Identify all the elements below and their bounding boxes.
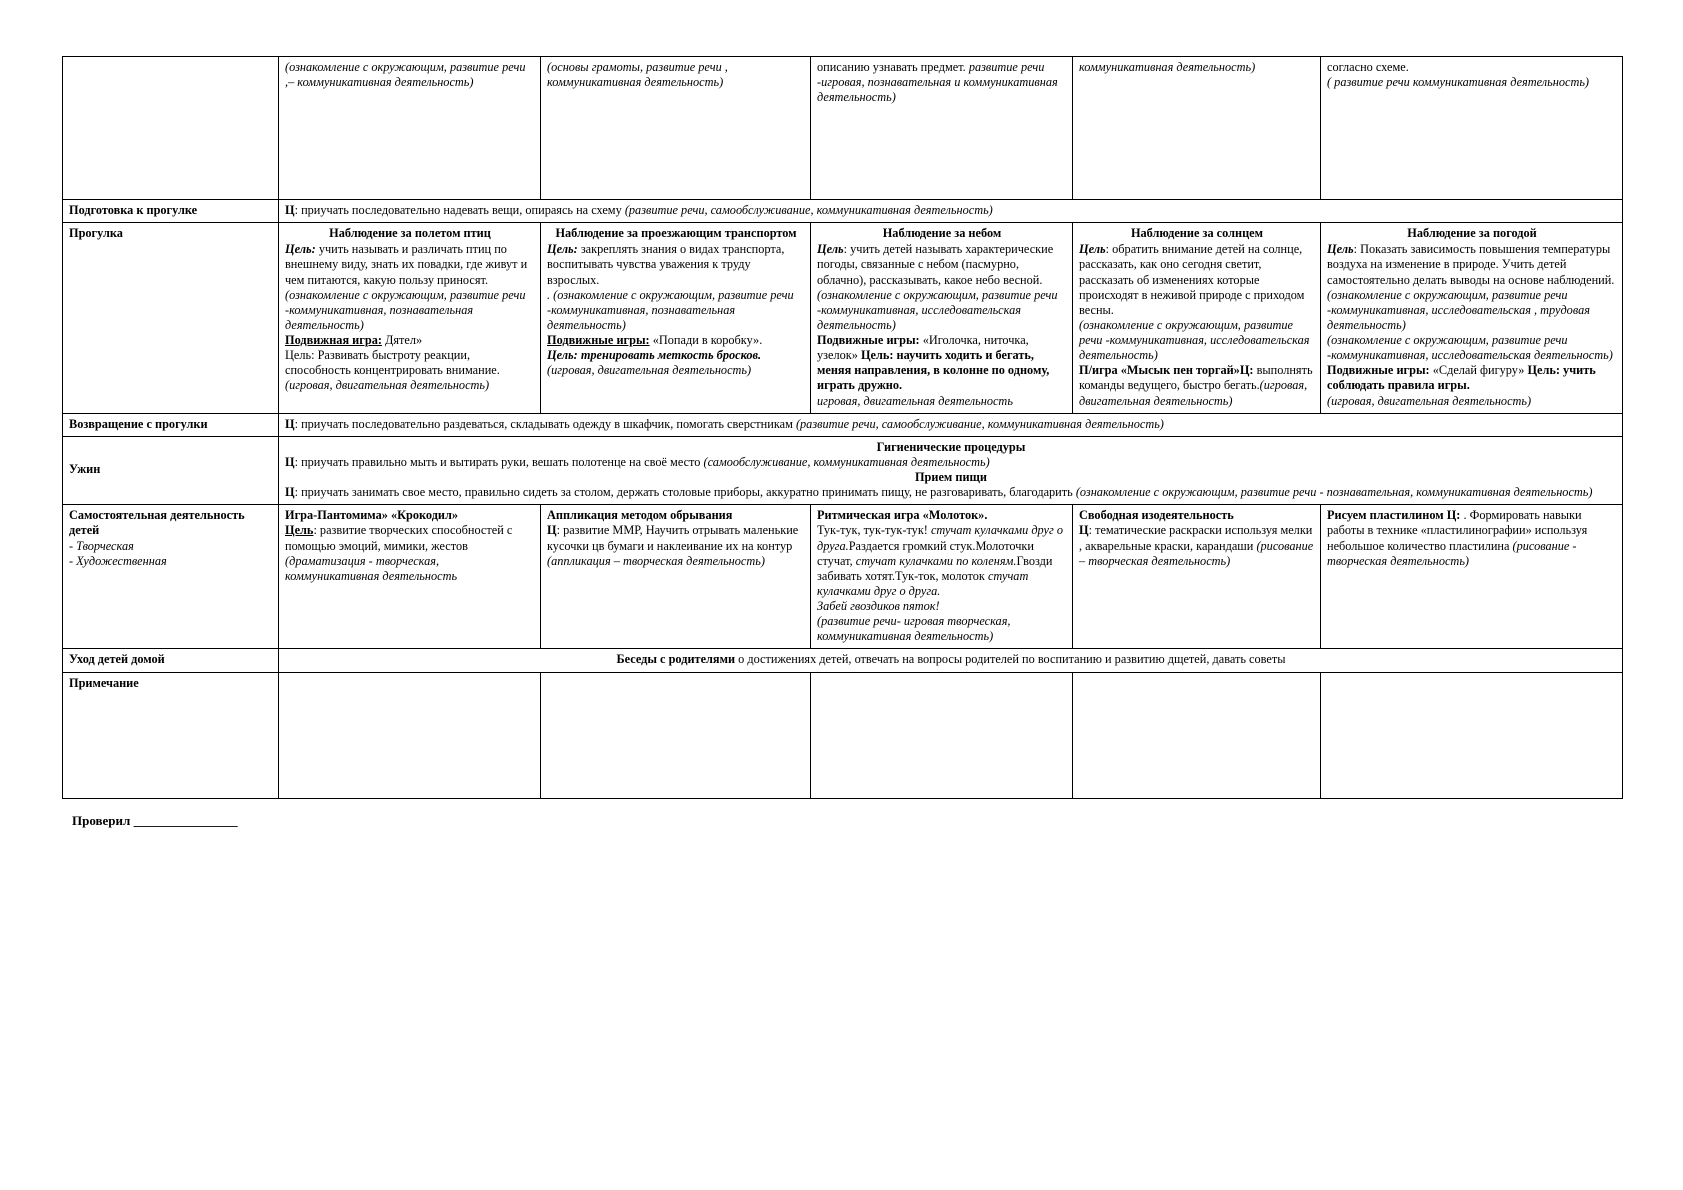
cell-text: (ознакомление с окружающим, развитие речи ,– коммуникативная деятельность) [285, 60, 526, 90]
game-name: «Попади в коробку». [649, 333, 763, 347]
cell-walk-observation-weather [1321, 223, 1623, 414]
game-goal: выполнять команды ведущего, быстро бегать. [1079, 363, 1313, 393]
goal-text: : обратить внимание детей на солнце, рассказать, как оно сегодня светит, рассказать об изменениях которые происходят в неживой природе с приходом весны. [1079, 242, 1305, 317]
goal-label: Цель: [547, 242, 578, 257]
table-row-notes [63, 672, 1623, 798]
supper-head-meal: Прием пищи [914, 470, 988, 484]
cell-text: : развитие творческих способностей с помощью эмоций, мимики, жестов [285, 523, 513, 553]
cell-text-it-2: стучат кулачками по коленям. [855, 553, 1017, 568]
cell-title: Наблюдение за погодой [1407, 226, 1537, 241]
cell-notes-2[interactable] [541, 672, 811, 798]
cell-text: коммуникативная деятельность) [1079, 60, 1256, 74]
cell-text: : приучать последовательно раздеваться, складывать одежду в шкафчик, помогать сверстникам [294, 416, 796, 431]
cell-note-2: (игровая, двигательная деятельность) [1327, 393, 1532, 408]
cell-title: Рисуем пластилином [1327, 508, 1444, 523]
game-name: «Сделай фигуру» [1429, 363, 1525, 378]
goal-marker-2: Ц [285, 485, 295, 500]
row-label-supper [63, 436, 279, 505]
cell-text: : развитие ММР, Научить отрывать маленькие кусочки цв бумаги и наклеивание их на контур [547, 523, 799, 553]
cell-note: (рисование - творческая деятельность) [1327, 538, 1577, 568]
cell-preparation-walk-text [279, 200, 1623, 223]
cell-note-1: (ознакомление с окружающим, развитие речи -коммуникативная, исследовательская , трудовая деятельность) [1327, 287, 1590, 332]
row-label-empty [63, 57, 279, 200]
row-label-return-walk: Возвращение с прогулки [63, 413, 279, 436]
cell-title: Свободная изодеятельность [1079, 508, 1234, 523]
cell-text-3: Гвозди забивать хотят.Тук-ток, молоток [817, 553, 1053, 583]
cell-note-1: (ознакомление с окружающим, развитие речи -коммуникативная, исследовательская деятельность) [817, 287, 1058, 332]
goal-text: : Показать зависимость повышения температуры воздуха на изменение в природе. Учить детей самостоятельно делать выводы на основе наблюдений. [1327, 242, 1615, 287]
goal-label: Ц [1079, 523, 1089, 538]
goal-label: Цель [1079, 242, 1106, 257]
game-goal: Цель: учить соблюдать правила игры. [1327, 363, 1596, 393]
goal-text: закреплять знания о видах транспорта, воспитывать чувства уважения к труду взрослых. [547, 242, 785, 287]
game-goal: Цель: Развивать быстроту реакции, способность концентрировать внимание. [285, 348, 500, 378]
going-home-bold: Беседы с родителями [616, 652, 736, 667]
row-label-text: Самостоятельная деятельность детей [69, 508, 245, 538]
cell-going-home-text [279, 649, 1623, 672]
cell-continuation-3 [811, 57, 1073, 200]
cell-continuation-5 [1321, 57, 1623, 200]
cell-title: Наблюдение за полетом птиц [329, 226, 491, 241]
goal-marker: Ц [285, 416, 295, 431]
table-row-supper [63, 436, 1623, 505]
goal-label: Цель: [285, 242, 316, 257]
cell-continuation-4 [1073, 57, 1321, 200]
row-label-going-home: Уход детей домой [63, 649, 279, 672]
cell-title: Наблюдение за небом [882, 226, 1002, 241]
cell-notes-1[interactable] [279, 672, 541, 798]
cell-notes-4[interactable] [1073, 672, 1321, 798]
table-row-going-home [63, 649, 1623, 672]
goal-text: : учить детей называть характерические погоды, связанные с небом (пасмурно, облачно), рассказывать, какое небо весной. [817, 242, 1054, 287]
cell-independent-pantomime [279, 505, 541, 649]
goal-label: Ц [547, 523, 557, 538]
supper-head-hygiene: Гигиенические процедуры [876, 439, 1026, 454]
cell-note: (рисование – творческая деятельность) [1079, 538, 1314, 568]
game-name: Дятел» [381, 333, 423, 347]
table-row-preparation-walk [63, 200, 1623, 223]
cell-text: . Формировать навыки работы в технике «пластилинографии» используя небольшое количество пластилина [1327, 508, 1588, 553]
cell-note-2: (игровая, двигательная деятельность) [1079, 378, 1308, 408]
cell-note-1: . (ознакомление с окружающим, развитие речи -коммуникативная, познавательная деятельность) [547, 287, 794, 332]
cell-walk-observation-transport [541, 223, 811, 414]
supper-line-1: : приучать правильно мыть и вытирать руки, вешать полотенце на своё место [294, 454, 704, 469]
cell-note: (развитие речи, самообслуживание, коммуникативная деятельность) [624, 203, 993, 217]
row-label-preparation-walk: Подготовка к прогулке [63, 200, 279, 223]
cell-note-2: (игровая, двигательная деятельность) [285, 378, 490, 393]
supper-note-1: (самообслуживание, коммуникативная деятельность) [703, 454, 990, 469]
game-label: Подвижные игры: [1327, 363, 1430, 378]
cell-text-it-3: стучат кулачками друг о друга. [817, 568, 1029, 598]
row-label-walk: Прогулка [63, 223, 279, 414]
cell-title: Наблюдение за проезжающим транспортом [555, 226, 797, 241]
cell-text: (основы грамоты, развитие речи , коммуникативная деятельность) [547, 60, 728, 90]
cell-supper-text [279, 436, 1623, 505]
cell-note-1b: (ознакомление с окружающим, развитие речи -коммуникативная, исследовательская деятельность) [1327, 333, 1613, 363]
cell-note-2: игровая, двигательная деятельность [817, 393, 1013, 408]
cell-note-1: (ознакомление с окружающим, развитие речи -коммуникативная, познавательная деятельность) [285, 287, 526, 332]
cell-title: Ритмическая игра «Молоток». [817, 508, 988, 523]
goal-label: Цель [817, 242, 844, 257]
goal-text: учить называть и различать птиц по внешнему виду, знать их повадки, где живут и чем питаются, какую пользу приносят. [285, 242, 528, 287]
game-goal: Цель: научить ходить и бегать, меняя направления, в колонне по одному, играть дружно. [817, 348, 1050, 393]
cell-text-line2: ( развитие речи коммуникативная деятельность) [1327, 75, 1590, 90]
cell-note: (развитие речи- игровая творческая, коммуникативная деятельность) [817, 614, 1011, 644]
game-name: Ц: [1239, 363, 1254, 378]
cell-continuation-1 [279, 57, 541, 200]
cell-notes-3[interactable] [811, 672, 1073, 798]
cell-text-2: Раздается громкий стук.Молоточки стучат, [817, 538, 1034, 568]
cell-text-line2: развитие речи -игровая, познавательная и коммуникативная деятельность) [817, 60, 1058, 105]
goal-marker: Ц [285, 203, 295, 217]
cell-text-line1: описанию узнавать предмет. [817, 60, 966, 74]
table-row-independent-activity [63, 505, 1623, 649]
row-label-text: Ужин [69, 462, 101, 477]
cell-note: (развитие речи, самообслуживание, коммуникативная деятельность) [795, 416, 1164, 431]
supper-note-2: (ознакомление с окружающим, развитие речи - познавательная, коммуникативная деятельность) [1075, 485, 1593, 500]
cell-text: : тематические раскраски используя мелки , акварельные краски, карандаши [1079, 523, 1313, 553]
goal-label: Ц: [1446, 508, 1461, 523]
cell-note-2: (игровая, двигательная деятельность) [547, 363, 752, 378]
going-home-text: о достижениях детей, отвечать на вопросы родителей по воспитанию и развитию дщетей, давать советы [735, 652, 1286, 667]
cell-text-1: Тук-тук, тук-тук-тук! [817, 523, 931, 538]
cell-title: Аппликация методом обрывания [547, 508, 733, 523]
cell-text-line1: согласно схеме. [1327, 60, 1409, 74]
cell-note: (драматизация - творческая, коммуникативная деятельность [285, 553, 458, 583]
game-goal: Цель: тренировать меткость бросков. [547, 348, 762, 363]
table-row-walk [63, 223, 1623, 414]
row-sublabel-creative: - Творческая [69, 538, 134, 553]
game-label: Подвижные игры: [547, 333, 650, 347]
game-label: П/игра «Мысык пен торгай» [1079, 363, 1240, 378]
cell-note: (аппликация – творческая деятельность) [547, 553, 765, 568]
cell-title: Наблюдение за солнцем [1130, 226, 1264, 241]
cell-walk-observation-sky [811, 223, 1073, 414]
game-label: Подвижная игра: [285, 333, 382, 347]
supper-line-2: : приучать занимать свое место, правильно сидеть за столом, держать столовые приборы, аккуратно принимать пищу, не разговаривать, благодарить [294, 485, 1076, 500]
daily-plan-table [62, 56, 1623, 799]
cell-title: Игра-Пантомима» «Крокодил» [285, 508, 459, 523]
cell-text-it-1: стучат кулачками друг о друга. [817, 523, 1064, 553]
cell-text: : приучать последовательно надевать вещи, опираясь на схему [294, 203, 625, 217]
cell-notes-5[interactable] [1321, 672, 1623, 798]
row-label-independent-activity [63, 505, 279, 649]
cell-return-walk-text [279, 413, 1623, 436]
game-name: «Иголочка, ниточка, узелок» [817, 333, 1029, 363]
game-label: Подвижные игры: [817, 333, 920, 347]
table-row-continuation [63, 57, 1623, 200]
cell-independent-plasticine [1321, 505, 1623, 649]
cell-walk-observation-birds [279, 223, 541, 414]
cell-independent-free-art [1073, 505, 1321, 649]
table-row-return-walk [63, 413, 1623, 436]
cell-continuation-2 [541, 57, 811, 200]
row-label-notes: Примечание [63, 672, 279, 798]
cell-independent-applique [541, 505, 811, 649]
cell-note-1: (ознакомление с окружающим, развитие речи -коммуникативная, исследовательская деятельность) [1079, 317, 1310, 363]
signature-line: Проверил ________________ [72, 812, 238, 828]
row-sublabel-artistic: - Художественная [69, 553, 167, 568]
goal-label: Цель [1327, 242, 1354, 257]
cell-walk-observation-sun [1073, 223, 1321, 414]
cell-text-4: Забей гвоздиков пяток! [817, 599, 940, 613]
goal-marker: Ц [285, 454, 295, 469]
cell-independent-rhythmic-game [811, 505, 1073, 649]
goal-label: Цель [285, 523, 314, 538]
